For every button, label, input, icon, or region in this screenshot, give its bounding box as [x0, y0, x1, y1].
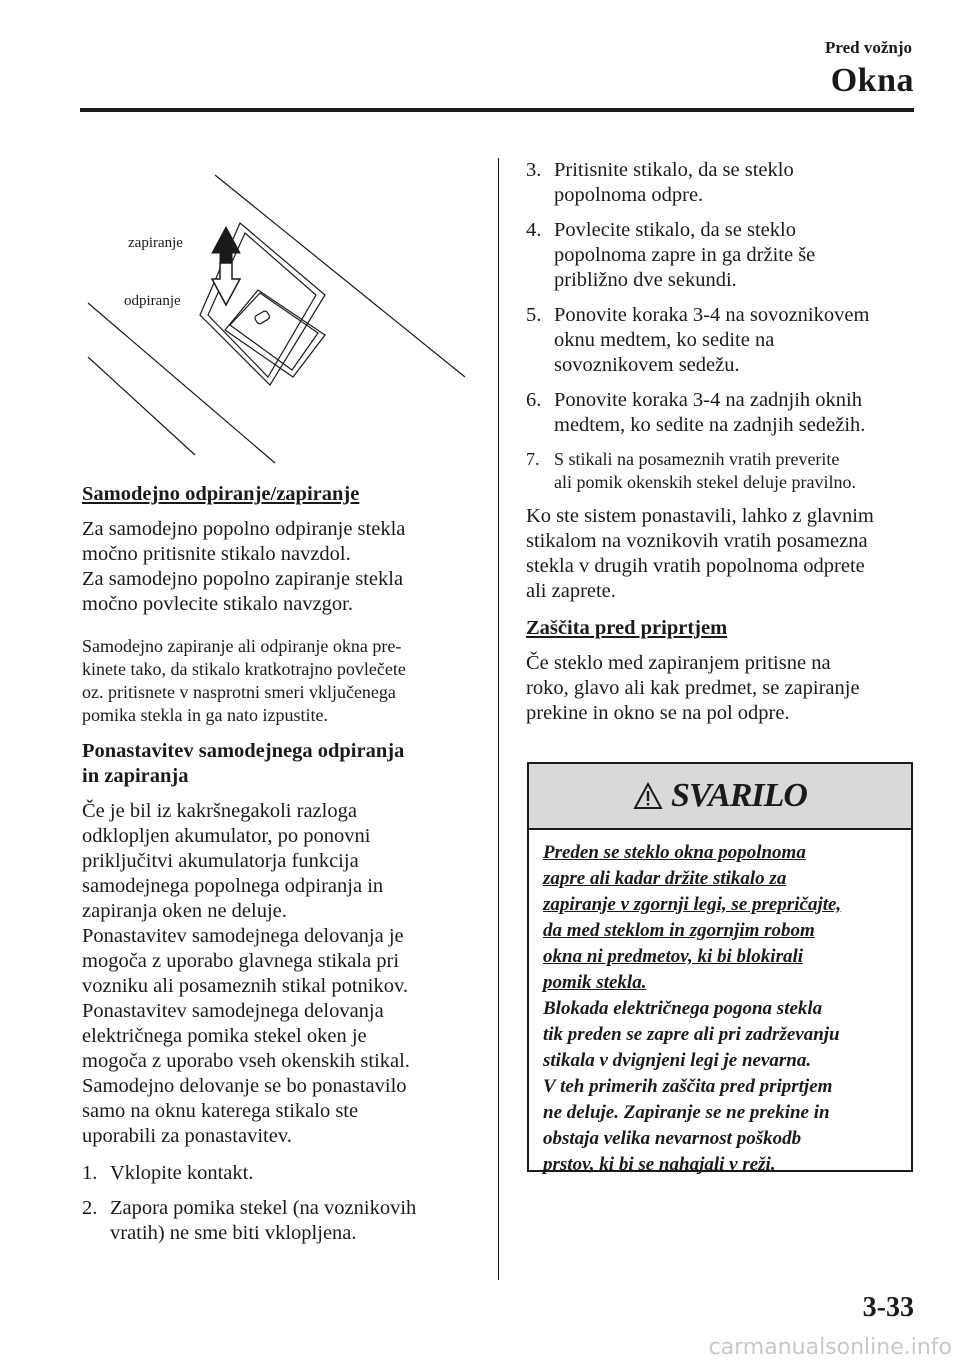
auto-heading: Samodejno odpiranje/zapiranje — [82, 483, 360, 505]
column-divider — [498, 158, 499, 1280]
step-item: 5. Ponovite koraka 3-4 na sovoznikovem oknu medtem, ko sedite na sovoznikovem sedežu. — [526, 304, 870, 376]
protection-paragraph: Če steklo med zapiranjem pritisne na roko, glavo ali kak predmet, se zapiranje prekine in okno se na pol odpre. — [526, 652, 860, 724]
label-open: odpiranje — [124, 293, 181, 309]
auto-paragraph: Za samodejno popolno odpiranje stekla močno pritisnite stikalo navzdol. Za samodejno popolno zapiranje stekla močno povlecite stikalo navzgor. — [82, 518, 406, 615]
step-item: 2. Zapora pomika stekel (na voznikovih vratih) ne sme biti vklopljena. — [82, 1197, 417, 1244]
reset-paragraph: Če je bil iz kakršnegakoli razloga odklopljen akumulator, po ponovni priključitvi akumulatorja funkcija samodejnega popolnega odpiranja in zapiranja oken ne deluje. Ponastavitev samodejnega delovanja je mogoča z uporabo glavnega stikala pri vozniku ali posameznih stikal potnikov. Ponastavitev samodejnega delovanja električnega pomika stekel oken je mogoča z uporabo vseh okenskih stikal. Samodejno delovanje se bo ponastavilo samo na oknu katerega stikalo ste uporabili za ponastavitev. — [82, 800, 410, 1147]
after-reset-paragraph: Ko ste sistem ponastavili, lahko z glavnim stikalom na voznikovih vratih posamezna stekla v drugih vratih popolnoma odprete ali zaprete. — [526, 505, 874, 602]
window-switch-illustration — [80, 165, 475, 465]
page-number: 3-33 — [862, 1292, 914, 1323]
header-section-label: Pred vožnjo — [824, 38, 912, 57]
warning-header — [529, 764, 911, 830]
step-item: 4. Povlecite stikalo, da se steklo popolnoma zapre in ga držite še približno dve sekundi. — [526, 219, 816, 291]
left-column — [82, 482, 482, 1256]
step-item: 6. Ponovite koraka 3-4 na zadnjih oknih medtem, ko sedite na zadnjih sedežih. — [526, 389, 866, 436]
warning-body: Preden se steklo okna popolnoma zapre ali kadar držite stikalo za zapiranje v zgornji legi, se prepričajte, da med steklom in zgornjim robom okna ni predmetov, ki bi blokirali pomik stekla. Blokada električnega pogona stekla tik preden se zapre ali pri zadrževanju stikala v dvignjeni legi je nevarna. V teh primerih zaščita pred priprtjem ne deluje. Zapiranje se ne prekine in obstaja velika nevarnost poškodb prstov, ki bi se nahajali v reži. — [543, 842, 842, 1175]
page-title: Okna — [830, 62, 914, 99]
step-item: 3. Pritisnite stikalo, da se steklo popolnoma odpre. — [526, 159, 794, 206]
warning-title: SVARILO — [671, 777, 807, 814]
label-close: zapiranje — [128, 235, 183, 251]
step-item: 1. Vklopite kontakt. — [82, 1162, 254, 1184]
reset-heading: Ponastavitev samodejnega odpiranja in zapiranja — [82, 740, 405, 787]
header-rule — [80, 108, 914, 112]
right-column — [526, 158, 916, 738]
step-item: 7. S stikali na posameznih vratih preverite ali pomik okenskih stekel deluje pravilno. — [526, 449, 856, 492]
warning-triangle-icon — [633, 782, 663, 810]
warning-box — [527, 762, 913, 1175]
watermark: carmanualsonline.info — [708, 1335, 952, 1360]
protection-heading: Zaščita pred priprtjem — [526, 617, 728, 639]
auto-note: Samodejno zapiranje ali odpiranje okna pre- kinete tako, da stikalo kratkotrajno povlečete oz. pritisnete v nasprotni smeri vključenega pomika stekla in ga nato izpustite. — [82, 636, 406, 725]
